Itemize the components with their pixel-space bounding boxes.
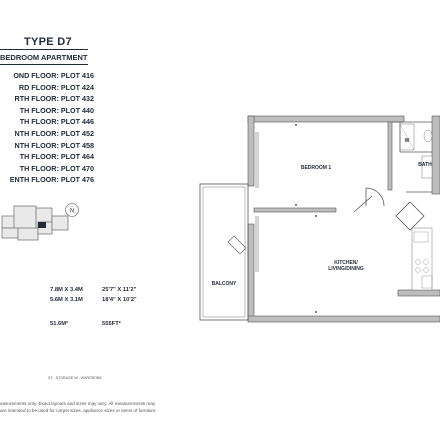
- floor-plan: [196, 112, 440, 338]
- wardrobe-label: W: [404, 138, 410, 144]
- plot-list: [0, 70, 100, 186]
- plot-item: RTH FLOOR: PLOT 432: [14, 94, 94, 104]
- bedroom-label: BEDROOM 1: [300, 165, 332, 171]
- bedroom-dim-imperial: 25'7" X 11'2": [102, 287, 137, 293]
- total-area-metric: 51.6M²: [50, 321, 69, 327]
- plot-item: TH FLOOR: PLOT 470: [19, 163, 94, 173]
- wall-bottom: [248, 316, 440, 322]
- kitchen-label-line2: LIVING/DINING: [328, 266, 364, 272]
- wall-right: [432, 116, 440, 194]
- apartment-subtitle: BEDROOM APARTMENT: [0, 53, 88, 62]
- toilet-icon: [424, 130, 432, 142]
- disclaimer-line: easurements only. Exact layouts and sizes may vary. All measurements may: [0, 401, 156, 406]
- highlighted-plot: [38, 222, 46, 228]
- living-dim-metric: 5.6M X 3.1M: [50, 297, 83, 303]
- title-divider: [0, 49, 88, 50]
- living-dim-imperial: 18'4" X 10'2": [102, 297, 137, 303]
- wall-left-upper: [248, 116, 254, 186]
- bath-label: BATH: [418, 162, 432, 168]
- plot-item: TH FLOOR: PLOT 446: [19, 117, 94, 127]
- kitchen-label-line1: KITCHEN/: [334, 260, 358, 266]
- plot-item: TH FLOOR: PLOT 464: [19, 152, 94, 162]
- plot-item: NTH FLOOR: PLOT 458: [14, 140, 94, 150]
- wall-left-lower: [248, 224, 254, 320]
- legend-key: ST - STORAGE W - WARDROBE: [48, 376, 102, 380]
- disclaimer: [0, 400, 157, 414]
- north-label: N: [69, 208, 75, 215]
- wall-bedroom-right: [388, 122, 392, 190]
- plot-item: NTH FLOOR: PLOT 452: [14, 128, 94, 138]
- balcony-door: [228, 236, 246, 254]
- plot-item: RD FLOOR: PLOT 424: [18, 82, 94, 92]
- subtitle-divider: [0, 64, 88, 65]
- balcony-outline: [200, 184, 248, 320]
- disclaimer-line: are intended to be used for carpet sizes, appliance sizes or items of furniture.: [0, 408, 157, 413]
- bedroom-dim-metric: 7.8M X 3.4M: [50, 287, 83, 293]
- key-plan: [0, 198, 96, 258]
- wall-top: [248, 116, 404, 122]
- plot-item: OND FLOOR: PLOT 416: [13, 71, 94, 80]
- plot-item: ENTH FLOOR: PLOT 476: [9, 175, 94, 185]
- apartment-type-title: TYPE D7: [24, 36, 72, 48]
- wall-step: [398, 290, 440, 296]
- wall-partition: [254, 208, 336, 212]
- total-area-imperial: 555FT²: [102, 321, 121, 327]
- plot-item: TH FLOOR: PLOT 440: [19, 105, 94, 115]
- balcony-label: BALCONY: [211, 281, 237, 287]
